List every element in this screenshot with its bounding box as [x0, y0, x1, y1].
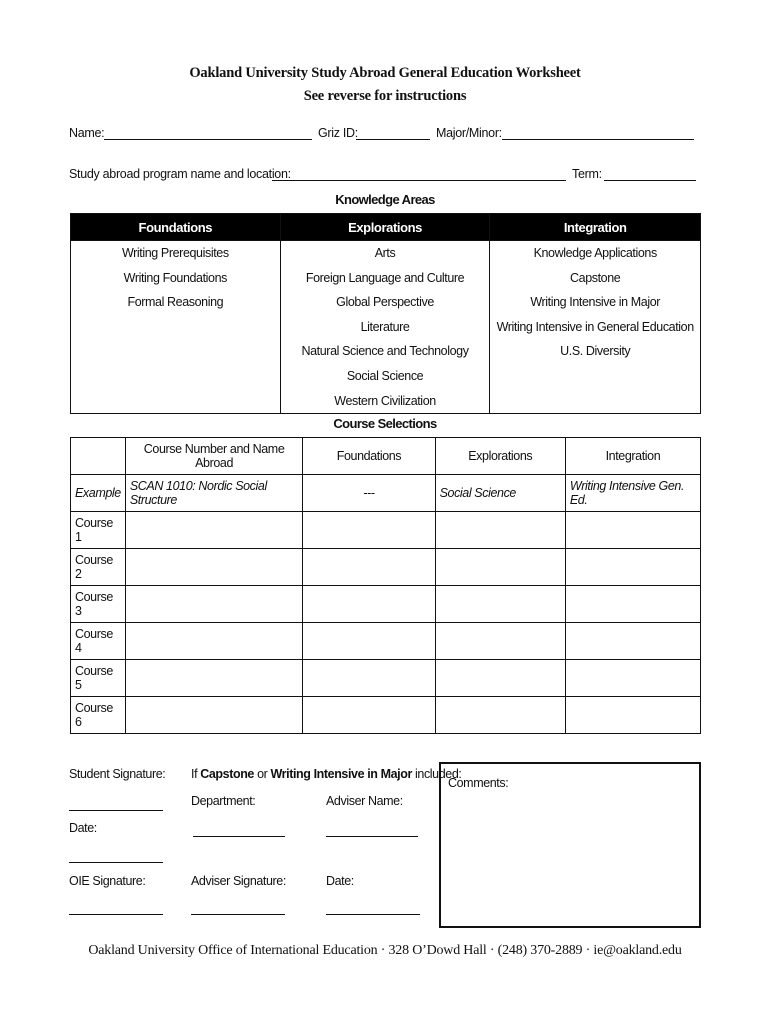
example-foundations: --- — [303, 475, 435, 512]
or-text: or — [257, 767, 268, 781]
list-item: U.S. Diversity — [560, 344, 631, 359]
course-name-cell[interactable] — [125, 549, 302, 586]
course-selections-title: Course Selections — [333, 416, 437, 431]
capstone-text: Capstone — [200, 767, 254, 781]
table-row — [71, 697, 701, 734]
integration-cell[interactable] — [565, 623, 700, 660]
date-label: Date: — [69, 821, 97, 835]
term-label: Term: — [572, 167, 602, 181]
integration-cell[interactable] — [565, 660, 700, 697]
foundations-cell[interactable] — [303, 660, 435, 697]
if-text: If — [191, 767, 198, 781]
example-course: SCAN 1010: Nordic Social Structure — [125, 475, 302, 512]
footer: Oakland University Office of International Education · 328 O’Dowd Hall · (248) 370-2889 · ie@oakland.edu — [88, 943, 682, 958]
adviser-name-label: Adviser Name: — [326, 794, 403, 808]
header-cell: Course Number and Name Abroad — [125, 438, 302, 475]
date2-field[interactable] — [326, 914, 420, 915]
example-explorations: Social Science — [435, 475, 565, 512]
example-label: Example — [71, 475, 126, 512]
department-field[interactable] — [193, 836, 285, 837]
list-item: Literature — [360, 319, 410, 334]
adviser-name-field[interactable] — [326, 836, 418, 837]
explorations-cell[interactable] — [435, 623, 565, 660]
row-label: Course 1 — [71, 512, 126, 549]
list-item: Western Civilization — [334, 393, 436, 408]
student-signature-label: Student Signature: — [69, 767, 166, 781]
list-item: Writing Foundations — [123, 270, 228, 285]
row-label: Course 6 — [71, 697, 126, 734]
ka-explorations-list — [280, 241, 490, 414]
foundations-cell[interactable] — [303, 549, 435, 586]
explorations-cell[interactable] — [435, 697, 565, 734]
list-item: Social Science — [346, 368, 424, 383]
page-title: Oakland University Study Abroad General Education Worksheet — [189, 65, 581, 81]
date-field[interactable] — [69, 862, 163, 863]
table-row — [71, 512, 701, 549]
comments-box[interactable] — [439, 762, 701, 928]
header-cell: Explorations — [435, 438, 565, 475]
explorations-cell[interactable] — [435, 660, 565, 697]
comments-label: Comments: — [448, 776, 509, 790]
ka-foundations-list — [71, 241, 281, 414]
foundations-cell[interactable] — [303, 586, 435, 623]
ka-header-integration: Integration — [490, 214, 701, 241]
course-name-cell[interactable] — [125, 586, 302, 623]
table-row — [71, 586, 701, 623]
grizid-field[interactable] — [356, 139, 430, 140]
program-label: Study abroad program name and location: — [69, 167, 291, 181]
page-subtitle: See reverse for instructions — [303, 88, 467, 104]
integration-cell[interactable] — [565, 697, 700, 734]
explorations-cell[interactable] — [435, 549, 565, 586]
row-label: Course 2 — [71, 549, 126, 586]
list-item: Writing Intensive in Major — [530, 295, 661, 310]
table-row — [71, 660, 701, 697]
list-item: Global Perspective — [336, 295, 434, 310]
major-label: Major/Minor: — [436, 126, 502, 140]
header-cell: Integration — [565, 438, 700, 475]
row-label: Course 5 — [71, 660, 126, 697]
integration-cell[interactable] — [565, 549, 700, 586]
adviser-signature-label: Adviser Signature: — [191, 874, 286, 888]
adviser-signature-field[interactable] — [191, 914, 285, 915]
major-field[interactable] — [502, 139, 694, 140]
writing-major-text: Writing Intensive in Major — [270, 767, 412, 781]
term-field[interactable] — [604, 180, 696, 181]
included-text: included: — [415, 767, 462, 781]
department-label: Department: — [191, 794, 256, 808]
table-header-row — [71, 438, 701, 475]
table-row — [71, 623, 701, 660]
foundations-cell[interactable] — [303, 512, 435, 549]
list-item: Knowledge Applications — [533, 246, 657, 260]
grizid-label: Griz ID: — [318, 126, 358, 140]
foundations-cell[interactable] — [303, 697, 435, 734]
course-name-cell[interactable] — [125, 697, 302, 734]
list-item: Formal Reasoning — [127, 295, 224, 310]
course-name-cell[interactable] — [125, 512, 302, 549]
example-integration: Writing Intensive Gen. Ed. — [565, 475, 700, 512]
list-item: Writing Prerequisites — [121, 246, 229, 260]
row-label: Course 3 — [71, 586, 126, 623]
header-cell: Foundations — [303, 438, 435, 475]
list-item: Writing Intensive in General Education — [496, 319, 694, 334]
list-item: Foreign Language and Culture — [305, 270, 465, 285]
ka-integration-list — [490, 241, 701, 414]
knowledge-areas-table — [70, 213, 701, 414]
course-name-cell[interactable] — [125, 660, 302, 697]
course-name-cell[interactable] — [125, 623, 302, 660]
example-row — [71, 475, 701, 512]
list-item: Capstone — [570, 270, 621, 285]
student-signature-field[interactable] — [69, 810, 163, 811]
row-label: Course 4 — [71, 623, 126, 660]
oie-signature-field[interactable] — [69, 914, 163, 915]
program-field[interactable] — [272, 180, 566, 181]
explorations-cell[interactable] — [435, 586, 565, 623]
list-item: Arts — [374, 246, 396, 260]
table-row — [71, 549, 701, 586]
integration-cell[interactable] — [565, 586, 700, 623]
header-cell — [71, 438, 126, 475]
knowledge-areas-title: Knowledge Areas — [335, 192, 435, 207]
ka-header-foundations: Foundations — [71, 214, 281, 241]
name-field[interactable] — [104, 139, 312, 140]
date2-label: Date: — [326, 874, 354, 888]
oie-signature-label: OIE Signature: — [69, 874, 146, 888]
foundations-cell[interactable] — [303, 623, 435, 660]
ka-header-explorations: Explorations — [280, 214, 490, 241]
list-item: Natural Science and Technology — [301, 344, 469, 359]
explorations-cell[interactable] — [435, 512, 565, 549]
course-selections-table — [70, 437, 701, 734]
integration-cell[interactable] — [565, 512, 700, 549]
capstone-instruction — [191, 767, 461, 781]
name-label: Name: — [69, 126, 105, 140]
